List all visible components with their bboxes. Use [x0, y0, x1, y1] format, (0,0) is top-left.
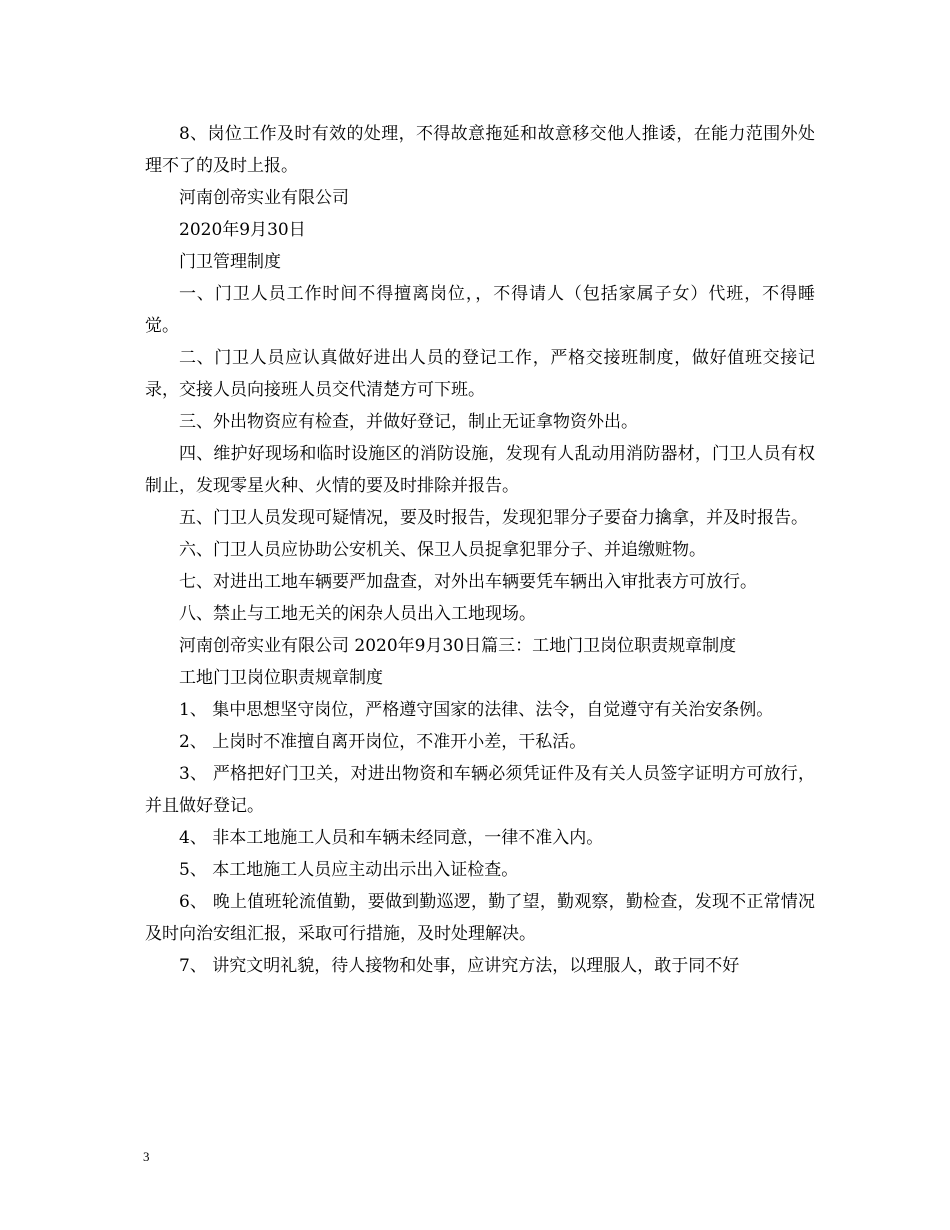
- document-date: 2020年9月30日: [179, 220, 306, 240]
- paragraph-item-6: 六、门卫人员应协助公安机关、保卫人员捉拿犯罪分子、并追缴赃物。: [179, 540, 706, 560]
- section-title-gate-management: 门卫管理制度: [179, 252, 281, 272]
- duty-item-3: 3、 严格把好门卫关，对进出物资和车辆必须凭证件及有关人员签字证明方可放行，并且做好登记。: [145, 764, 815, 816]
- paragraph-item-2: 二、门卫人员应认真做好进出人员的登记工作，严格交接班制度，做好值班交接记录，交接人员向接班人员交代清楚方可下班。: [145, 348, 815, 400]
- paragraph-item-4: 四、维护好现场和临时设施区的消防设施，发现有人乱动用消防器材，门卫人员有权制止，发现零星火种、火情的要及时排除并报告。: [145, 444, 815, 496]
- duty-item-4: 4、 非本工地施工人员和车辆未经同意，一律不准入内。: [179, 828, 604, 848]
- paragraph-rule-8: 8、岗位工作及时有效的处理，不得故意拖延和故意移交他人推诿，在能力范围外处理不了的及时上报。: [145, 124, 815, 176]
- paragraph-item-1: 一、门卫人员工作时间不得擅离岗位，，不得请人（包括家属子女）代班，不得睡觉。: [145, 284, 815, 336]
- duty-item-2: 2、 上岗时不准擅自离开岗位，不准开小差，干私活。: [179, 732, 587, 752]
- duty-item-7: 7、 讲究文明礼貌，待人接物和处事，应讲究方法，以理服人，敢于同不好: [179, 956, 740, 976]
- company-date-line: 河南创帝实业有限公司 2020年9月30日篇三：工地门卫岗位职责规章制度: [179, 636, 737, 656]
- paragraph-item-5: 五、门卫人员发现可疑情况，要及时报告，发现犯罪分子要奋力擒拿，并及时报告。: [179, 508, 808, 528]
- paragraph-item-8: 八、禁止与工地无关的闲杂人员出入工地现场。: [179, 604, 536, 624]
- section-title-site-guard: 工地门卫岗位职责规章制度: [179, 668, 383, 688]
- duty-item-1: 1、 集中思想坚守岗位，严格遵守国家的法律、法令，自觉遵守有关治安条例。: [179, 700, 774, 720]
- duty-item-6: 6、 晚上值班轮流值勤，要做到勤巡逻，勤了望，勤观察，勤检查，发现不正常情况及时向治安组汇报，采取可行措施，及时处理解决。: [145, 892, 815, 944]
- duty-item-5: 5、 本工地施工人员应主动出示出入证检查。: [179, 860, 519, 880]
- company-name: 河南创帝实业有限公司: [179, 188, 349, 208]
- paragraph-item-3: 三、外出物资应有检查，并做好登记，制止无证拿物资外出。: [179, 412, 638, 432]
- page-number: 3: [143, 1149, 150, 1164]
- paragraph-item-7: 七、对进出工地车辆要严加盘查，对外出车辆要凭车辆出入审批表方可放行。: [179, 572, 757, 592]
- document-body: [145, 118, 815, 982]
